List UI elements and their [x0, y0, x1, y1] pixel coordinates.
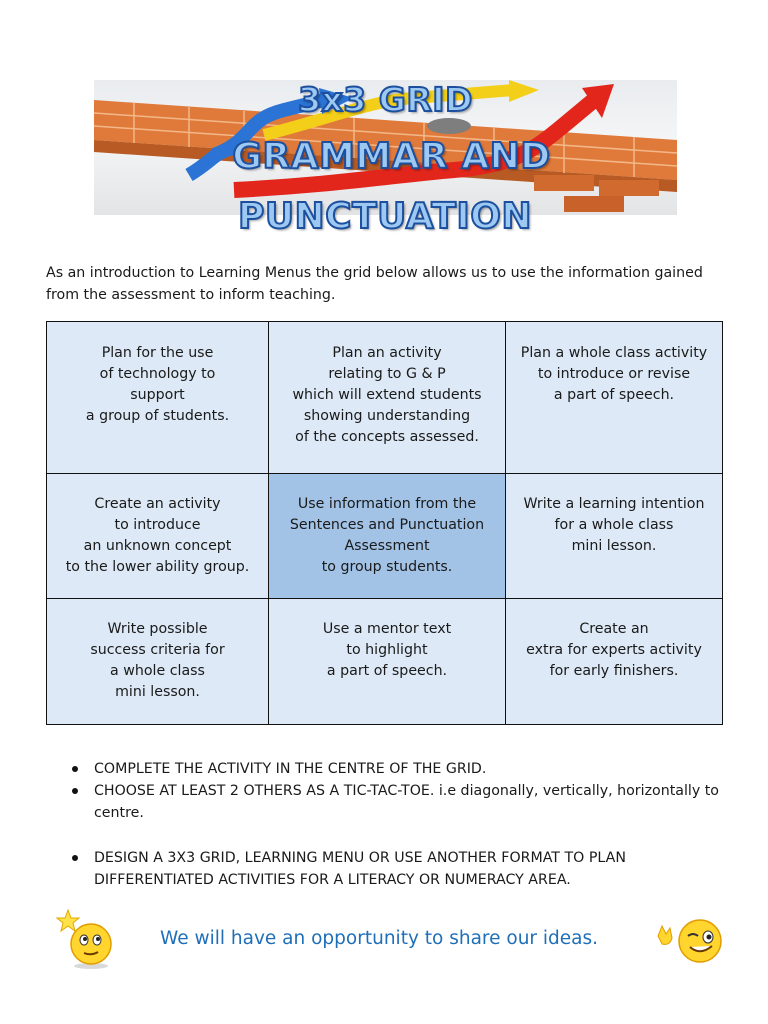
grid-row — [47, 473, 723, 599]
grid-row — [47, 599, 723, 725]
grid-cell: Create an extra for experts activity for early finishers. — [506, 599, 723, 725]
winking-waving-smiley-icon — [652, 916, 724, 966]
grid-row — [47, 322, 723, 474]
bullet-icon — [72, 766, 78, 772]
list-item — [70, 847, 730, 891]
intro-paragraph: As an introduction to Learning Menus the grid below allows us to use the information gained from the assessment to inform teaching. — [46, 265, 703, 303]
learning-menu-grid — [46, 321, 723, 725]
grid-cell: Create an activity to introduce an unknown concept to the lower ability group. — [47, 473, 269, 599]
banner-title-line-3: PUNCTUATION — [237, 196, 533, 237]
list-item-text: DESIGN A 3X3 GRID, LEARNING MENU OR USE ANOTHER FORMAT TO PLAN DIFFERENTIATED ACTIVITIES FOR A LITERACY OR NUMERACY AREA. — [94, 850, 626, 888]
grid-cell: Use a mentor text to highlight a part of speech. — [269, 599, 506, 725]
list-item — [70, 780, 730, 824]
grid-cell: Write possible success criteria for a whole class mini lesson. — [47, 599, 269, 725]
grid-cell: Plan an activity relating to G & P which will extend students showing understanding of the concepts assessed. — [269, 322, 506, 474]
bullet-icon — [72, 855, 78, 861]
closing-message: We will have an opportunity to share our ideas. — [160, 928, 599, 949]
list-item-text: CHOOSE AT LEAST 2 OTHERS AS A TIC-TAC-TOE. i.e diagonally, vertically, horizontally to centre. — [94, 783, 719, 821]
banner-title-line-1: 3x3 GRID — [298, 80, 473, 119]
banner-title-line-2: GRAMMAR AND — [232, 136, 551, 177]
bullet-icon — [72, 788, 78, 794]
list-item-text: COMPLETE THE ACTIVITY IN THE CENTRE OF THE GRID. — [94, 761, 487, 777]
grid-cell-centre: Use information from the Sentences and Punctuation Assessment to group students. — [269, 473, 506, 599]
grid-cell: Plan for the use of technology to support a group of students. — [47, 322, 269, 474]
list-item — [70, 758, 730, 780]
instruction-list — [70, 758, 730, 891]
grid-cell: Write a learning intention for a whole class mini lesson. — [506, 473, 723, 599]
grid-cell: Plan a whole class activity to introduce or revise a part of speech. — [506, 322, 723, 474]
thinking-smiley-icon — [56, 908, 116, 970]
